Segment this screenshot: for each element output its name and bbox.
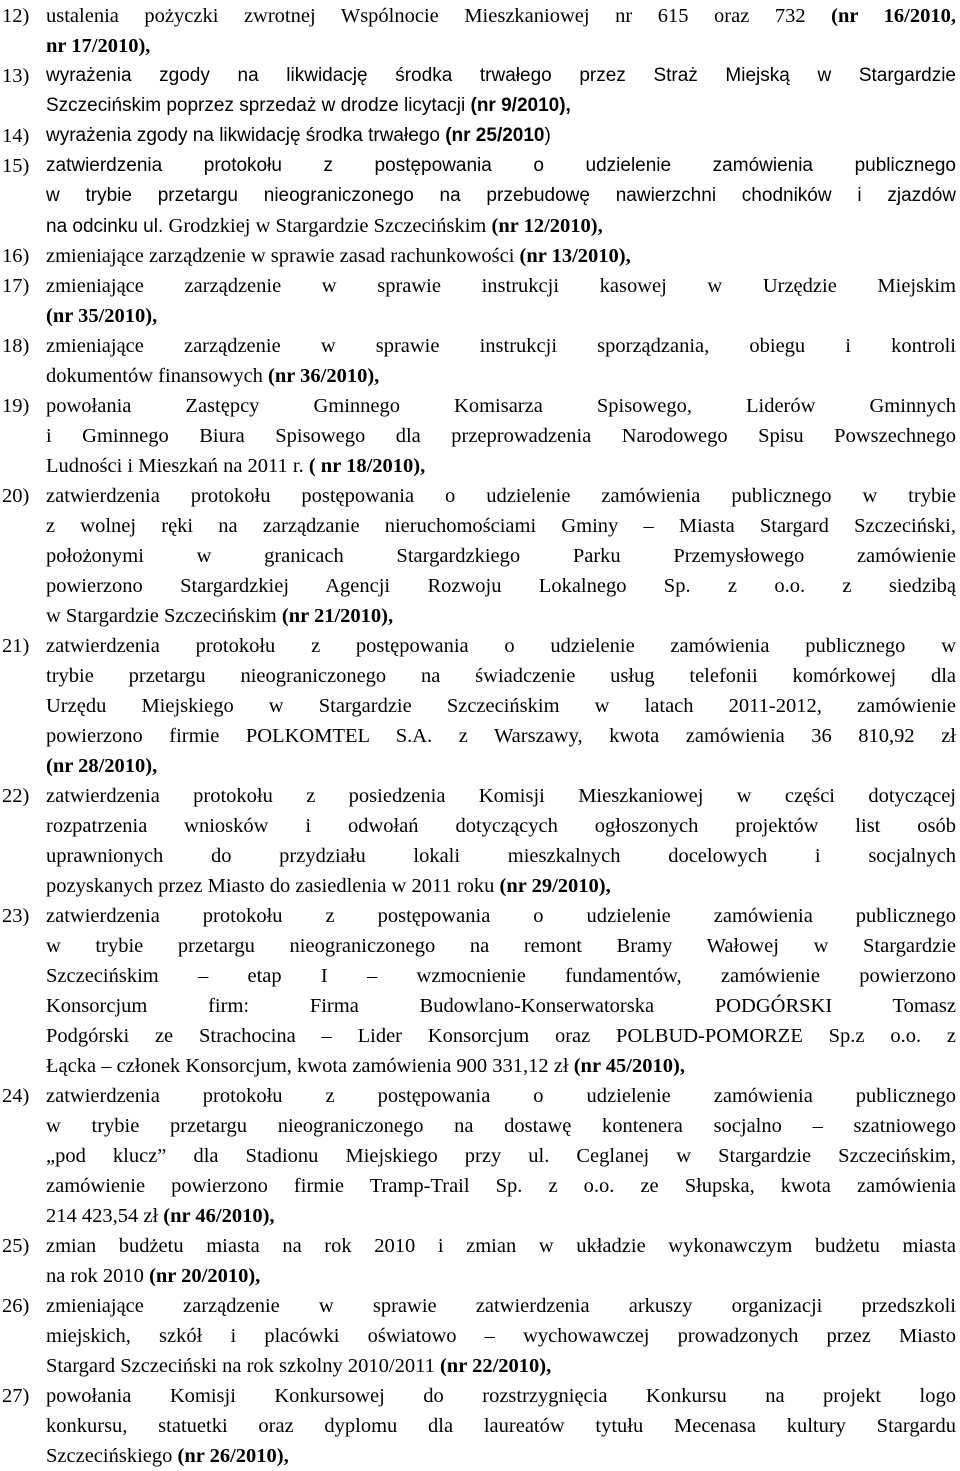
line-text: zamówienie powierzono firmie Tramp-Trail Sp. z o.o. ze Słupska, kwota zamówienia	[46, 1175, 956, 1197]
item-number: 17)	[2, 275, 30, 297]
list-item	[0, 331, 960, 391]
resolution-number: (nr 26/2010),	[177, 1445, 289, 1467]
line-text: Łącka – członek Konsorcjum, kwota zamówienia 900 331,12 zł	[46, 1055, 574, 1077]
line-text: Szczecińskim – etap I – wzmocnienie fundamentów, zamówienie powierzono	[46, 965, 956, 987]
resolution-number: nr 17/2010),	[46, 35, 151, 57]
line-tail: )	[544, 125, 551, 146]
line-text: położonymi w granicach Stargardzkiego Parku Przemysłowego zamówienie	[46, 545, 956, 567]
item-number: 22)	[2, 785, 30, 807]
item-line	[46, 1201, 956, 1231]
item-line	[46, 841, 956, 871]
item-line	[46, 121, 956, 151]
item-number: 19)	[2, 395, 30, 417]
line-text: w trybie przetargu nieograniczonego na remont Bramy Wałowej w Stargardzie	[46, 935, 956, 957]
resolution-number: ( nr 18/2010),	[308, 455, 426, 477]
resolution-number: (nr 29/2010),	[499, 875, 611, 897]
resolution-number: (nr 45/2010),	[573, 1055, 685, 1077]
item-line	[46, 871, 956, 901]
list-item	[0, 271, 960, 331]
item-line	[46, 61, 956, 91]
item-line	[46, 301, 956, 331]
line-text: i Gminnego Biura Spisowego dla przeprowadzenia Narodowego Spisu Powszechnego	[46, 425, 956, 447]
line-text: Konsorcjum firm: Firma Budowlano-Konserwatorska PODGÓRSKI Tomasz	[46, 995, 956, 1017]
item-line	[46, 1141, 956, 1171]
line-text: na rok 2010	[46, 1265, 150, 1287]
line-text: zmieniające zarządzenie w sprawie zatwierdzenia arkuszy organizacji przedszkoli	[46, 1295, 956, 1317]
item-line	[46, 811, 956, 841]
list-item	[0, 391, 960, 481]
list-item	[0, 61, 960, 121]
item-line	[46, 1381, 956, 1411]
item-number: 25)	[2, 1235, 30, 1257]
list-item	[0, 121, 960, 151]
item-line	[46, 421, 956, 451]
line-text: z wolnej ręki na zarządzanie nieruchomościami Gminy – Miasta Stargard Szczeciński,	[46, 515, 956, 537]
resolution-number: (nr 16/2010,	[831, 5, 956, 27]
item-line	[46, 91, 956, 121]
item-line	[46, 1171, 956, 1201]
item-line	[46, 931, 956, 961]
item-line	[46, 1, 956, 31]
line-text: zmian budżetu miasta na rok 2010 i zmian w układzie wykonawczym budżetu miasta	[46, 1235, 956, 1257]
item-number: 26)	[2, 1295, 30, 1317]
item-line	[46, 1111, 956, 1141]
list-item	[0, 1381, 960, 1471]
line-text: Ludności i Mieszkań na 2011 r.	[46, 455, 309, 477]
line-text-serif: Grodzkiej w Stargardzie Szczecińskim	[168, 215, 492, 237]
item-number: 18)	[2, 335, 30, 357]
item-number: 24)	[2, 1085, 30, 1107]
line-text: zmieniające zarządzenie w sprawie instrukcji kasowej w Urzędzie Miejskim	[46, 275, 956, 297]
item-line	[46, 901, 956, 931]
line-text: Szczecińskim poprzez sprzedaż w drodze licytacji	[46, 95, 471, 116]
line-text: zatwierdzenia protokołu z postępowania o udzielenie zamówienia publicznego	[46, 905, 956, 927]
resolution-number: (nr 46/2010),	[163, 1205, 275, 1227]
item-number: 16)	[2, 245, 30, 267]
line-text: dokumentów finansowych	[46, 365, 269, 387]
item-line	[46, 241, 956, 271]
line-text: „pod klucz” dla Stadionu Miejskiego przy ul. Ceglanej w Stargardzie Szczecińskim,	[46, 1145, 956, 1167]
line-text: 214 423,54 zł	[46, 1205, 164, 1227]
resolution-number: (nr 21/2010),	[281, 605, 394, 627]
resolution-number: (nr 20/2010),	[149, 1265, 261, 1287]
item-line	[46, 961, 956, 991]
item-line	[46, 1441, 956, 1471]
line-text: konkursu, statuetki oraz dyplomu dla laureatów tytułu Mecenasa kultury Stargardu	[46, 1415, 956, 1437]
list-item	[0, 1231, 960, 1291]
item-line	[46, 781, 956, 811]
item-line	[46, 751, 956, 781]
line-text: miejskich, szkół i placówki oświatowo – wychowawczej prowadzonych przez Miasto	[46, 1325, 956, 1347]
line-text: pozyskanych przez Miasto do zasiedlenia w 2011 roku	[46, 875, 500, 897]
list-item	[0, 901, 960, 1081]
line-text: w trybie przetargu nieograniczonego na dostawę kontenera socjalno – szatniowego	[46, 1115, 956, 1137]
item-line	[46, 331, 956, 361]
resolution-number: (nr 13/2010),	[519, 245, 631, 267]
item-line	[46, 541, 956, 571]
item-line	[46, 1081, 956, 1111]
list-item	[0, 1291, 960, 1381]
item-number: 23)	[2, 905, 30, 927]
item-line	[46, 481, 956, 511]
line-text: Stargard Szczeciński na rok szkolny 2010/2011	[46, 1355, 440, 1377]
line-text: Urzędu Miejskiego w Stargardzie Szczecińskim w latach 2011-2012, zamówienie	[46, 695, 956, 717]
line-text: rozpatrzenia wniosków i odwołań dotyczących ogłoszonych projektów list osób	[46, 815, 956, 837]
line-text: wyrażenia zgody na likwidację środka trwałego	[46, 125, 446, 146]
item-line	[46, 721, 956, 751]
resolution-number: (nr 25/2010	[445, 125, 545, 146]
line-text: zatwierdzenia protokołu postępowania o udzielenie zamówienia publicznego w trybie	[46, 485, 956, 507]
line-text: w Stargardzie Szczecińskim	[46, 605, 282, 627]
item-line	[46, 1351, 956, 1381]
line-text: powierzono Stargardzkiej Agencji Rozwoju Lokalnego Sp. z o.o. z siedzibą	[46, 575, 956, 597]
list-item	[0, 1081, 960, 1231]
item-number: 13)	[2, 65, 30, 87]
line-text: na odcinku ul.	[46, 216, 169, 237]
resolution-number: (nr 9/2010),	[470, 95, 571, 116]
line-text: Podgórski ze Strachocina – Lider Konsorcjum oraz POLBUD-POMORZE Sp.z o.o. z	[46, 1025, 956, 1047]
item-line	[46, 691, 956, 721]
item-line	[46, 1321, 956, 1351]
item-line	[46, 271, 956, 301]
item-line	[46, 991, 956, 1021]
resolution-number: (nr 28/2010),	[46, 755, 158, 777]
item-line	[46, 181, 956, 211]
item-line	[46, 661, 956, 691]
item-number: 20)	[2, 485, 30, 507]
resolution-number: (nr 12/2010),	[491, 215, 603, 237]
list-item	[0, 151, 960, 241]
item-line	[46, 1261, 956, 1291]
line-text: w trybie przetargu nieograniczonego na przebudowę nawierzchni chodników i zjazdów	[46, 185, 956, 206]
item-line	[46, 451, 956, 481]
item-line	[46, 1021, 956, 1051]
line-text: uprawnionych do przydziału lokali mieszkalnych docelowych i socjalnych	[46, 845, 956, 867]
item-number: 15)	[2, 155, 30, 177]
list-item	[0, 1, 960, 61]
item-line	[46, 571, 956, 601]
line-text: wyrażenia zgody na likwidację środka trwałego przez Straż Miejską w Stargardzie	[46, 65, 956, 86]
line-text: zatwierdzenia protokołu z posiedzenia Komisji Mieszkaniowej w części dotyczącej	[46, 785, 956, 807]
item-line	[46, 1291, 956, 1321]
list-item	[0, 241, 960, 271]
item-number: 12)	[2, 5, 30, 27]
line-text: powołania Zastępcy Gminnego Komisarza Spisowego, Liderów Gminnych	[46, 395, 956, 417]
line-text: trybie przetargu nieograniczonego na świadczenie usług telefonii komórkowej dla	[46, 665, 956, 687]
item-line	[46, 31, 956, 61]
line-text: zatwierdzenia protokołu z postępowania o udzielenie zamówienia publicznego	[46, 1085, 956, 1107]
resolution-number: (nr 36/2010),	[268, 365, 380, 387]
item-line	[46, 361, 956, 391]
item-line	[46, 1051, 956, 1081]
line-text: zmieniające zarządzenie w sprawie instrukcji sporządzania, obiegu i kontroli	[46, 335, 956, 357]
item-line	[46, 391, 956, 421]
line-text: zatwierdzenia protokołu z postępowania o udzielenie zamówienia publicznego	[46, 155, 956, 176]
item-line	[46, 211, 956, 241]
line-text: powołania Komisji Konkursowej do rozstrzygnięcia Konkursu na projekt logo	[46, 1385, 956, 1407]
line-text: ustalenia pożyczki zwrotnej Wspólnocie Mieszkaniowej nr 615 oraz 732	[46, 5, 832, 27]
item-number: 27)	[2, 1385, 30, 1407]
line-text: Szczecińskiego	[46, 1445, 178, 1467]
resolution-number: (nr 35/2010),	[46, 305, 158, 327]
line-text: zmieniające zarządzenie w sprawie zasad rachunkowości	[46, 245, 520, 267]
item-line	[46, 151, 956, 181]
item-line	[46, 601, 956, 631]
resolution-number: (nr 22/2010),	[439, 1355, 552, 1377]
line-text: powierzono firmie POLKOMTEL S.A. z Warszawy, kwota zamówienia 36 810,92 zł	[46, 725, 956, 747]
list-item	[0, 781, 960, 901]
item-line	[46, 511, 956, 541]
item-number: 14)	[2, 125, 30, 147]
list-item	[0, 631, 960, 781]
item-number: 21)	[2, 635, 30, 657]
item-line	[46, 1231, 956, 1261]
list-item	[0, 481, 960, 631]
item-line	[46, 1411, 956, 1441]
line-text: zatwierdzenia protokołu z postępowania o udzielenie zamówienia publicznego w	[46, 635, 956, 657]
item-line	[46, 631, 956, 661]
